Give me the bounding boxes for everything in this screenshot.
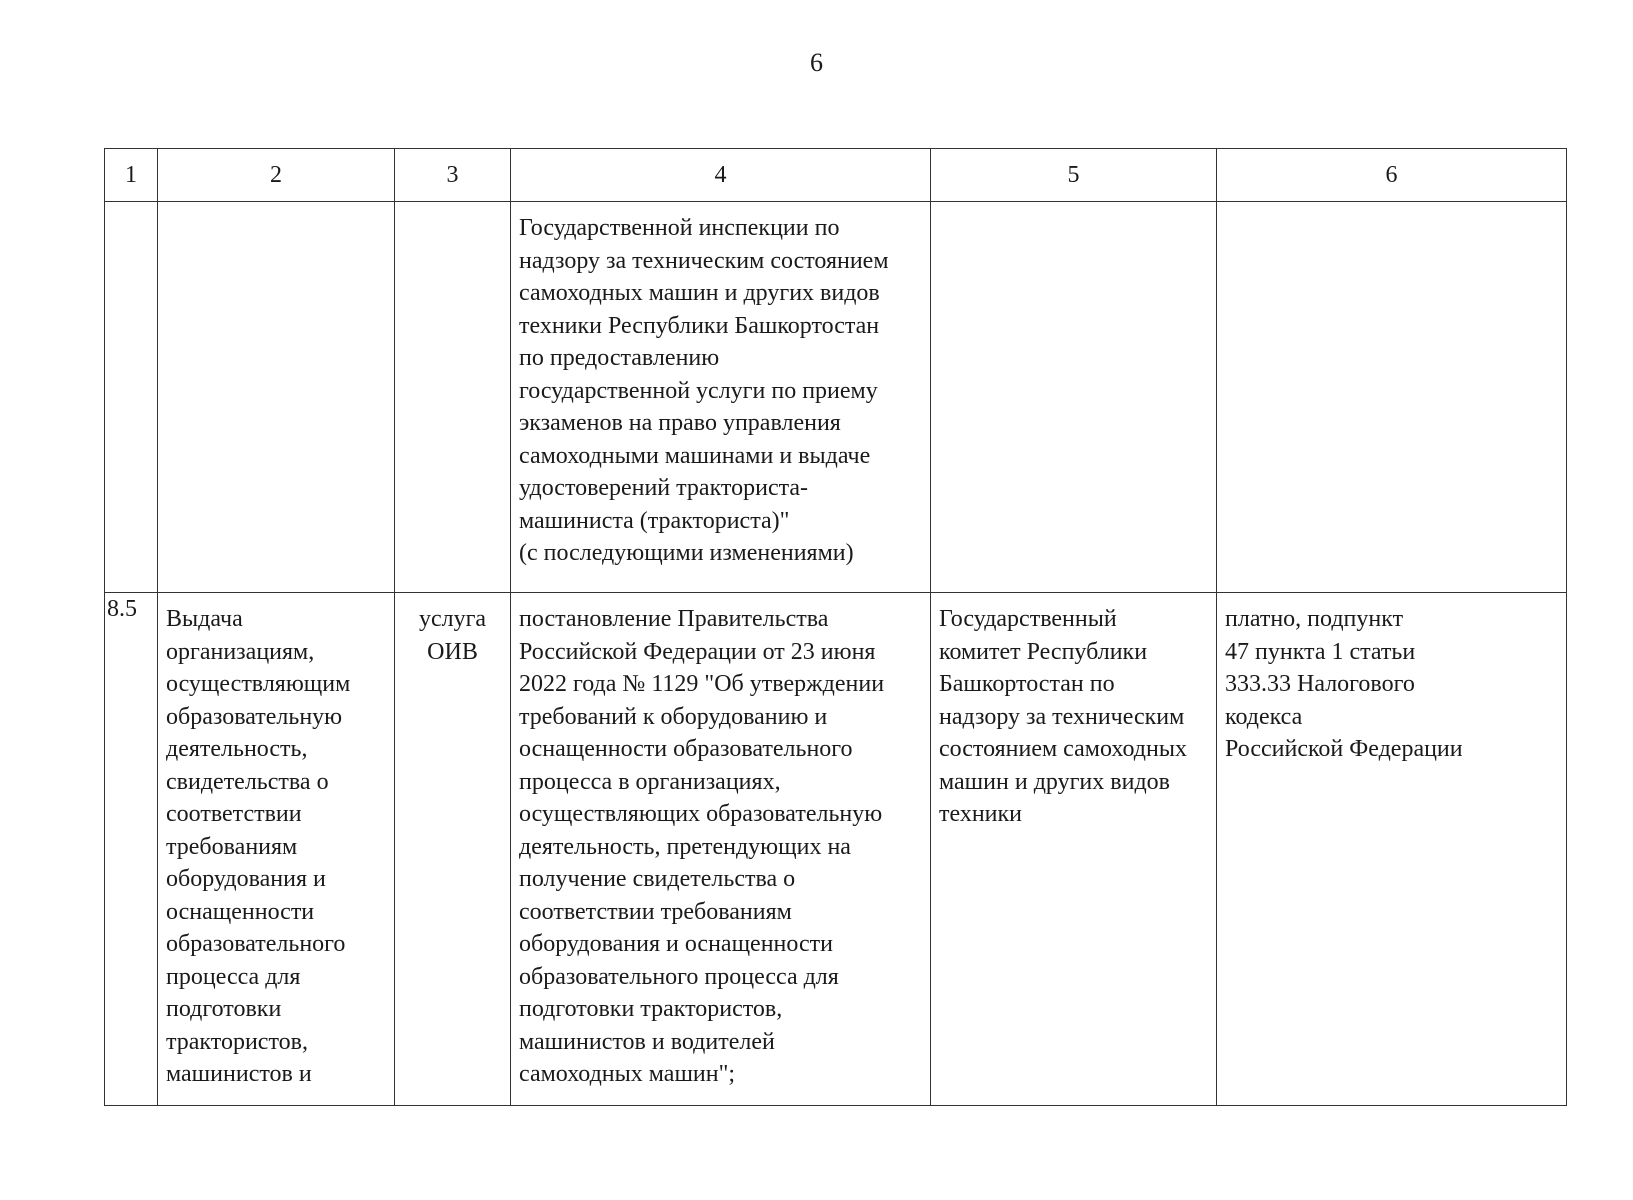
cont-col-2 xyxy=(158,202,395,593)
responsible-body-cell xyxy=(931,593,1217,1106)
service-type: услуга ОИВ xyxy=(418,606,487,665)
page-number: 6 xyxy=(810,48,823,77)
item-number-cell xyxy=(105,593,158,1106)
fee-terms-cell xyxy=(1217,593,1567,1106)
cont-legal-basis-text: Государственной инспекции по надзору за техническим состоянием самоходных машин и других видов техники Республики Башкортостан по предоставлению государственной услуги по приему экзаменов на право управления самоходными машинами и выдаче удостоверений тракториста- машиниста (тракториста)" (с последующими изменениями) xyxy=(519,215,889,566)
services-table xyxy=(104,148,1567,1106)
header-col-5: 5 xyxy=(931,149,1217,202)
legal-basis-cell xyxy=(511,593,931,1106)
cont-col-6 xyxy=(1217,202,1567,593)
responsible-body: Государственный комитет Республики Башкортостан по надзору за техническим состоянием самоходных машин и других видов техники xyxy=(939,606,1187,827)
header-col-1: 1 xyxy=(105,149,158,202)
cont-legal-basis-cell xyxy=(511,202,931,593)
table-header xyxy=(105,149,1567,202)
item-number: 8.5 xyxy=(107,596,137,622)
cont-col-5 xyxy=(931,202,1217,593)
service-name-cell xyxy=(158,593,395,1106)
cont-col-3 xyxy=(395,202,511,593)
header-col-6: 6 xyxy=(1217,149,1567,202)
fee-terms: платно, подпункт 47 пункта 1 статьи 333.33 Налогового кодекса Российской Федерации xyxy=(1225,606,1463,762)
cont-col-1 xyxy=(105,202,158,593)
header-col-3: 3 xyxy=(395,149,511,202)
header-row xyxy=(105,149,1567,202)
service-name: Выдача организациям, осуществляющим образовательную деятельность, свидетельства о соответствии требованиям оборудования и оснащенности образовательного процесса для подготовки трактористов, машинистов и xyxy=(166,606,351,1087)
table-row-8-5 xyxy=(105,593,1567,1106)
table-body xyxy=(105,202,1567,1106)
header-col-2: 2 xyxy=(158,149,395,202)
header-col-4: 4 xyxy=(511,149,931,202)
table-row-continuation xyxy=(105,202,1567,593)
service-type-cell xyxy=(395,593,511,1106)
legal-basis: постановление Правительства Российской Федерации от 23 июня 2022 года № 1129 "Об утверждении требований к оборудованию и оснащенности образовательного процесса в организациях, осуществляющих образовательную деятельность, претендующих на получение свидетельства о соответствии требованиям оборудования и оснащенности образовательного процесса для подготовки трактористов, машинистов и водителей самоходных машин"; xyxy=(519,606,885,1087)
